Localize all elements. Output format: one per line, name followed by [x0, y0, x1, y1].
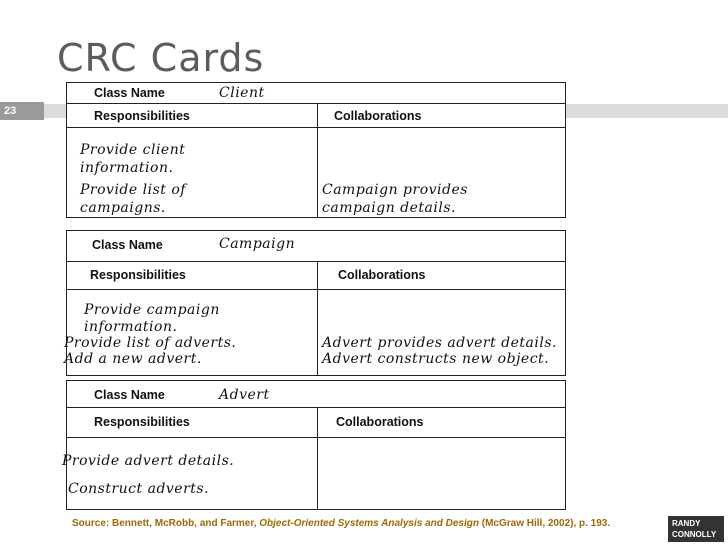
collaboration-text: campaign details.: [322, 200, 456, 216]
class-name-value: Client: [219, 85, 265, 101]
responsibility-text: Construct adverts.: [68, 481, 210, 497]
collaborations-label: Collaborations: [338, 268, 426, 282]
collaborations-label: Collaborations: [336, 415, 424, 429]
source-prefix: Source: Bennett, McRobb, and Farmer,: [72, 518, 260, 529]
class-name-value: Advert: [219, 387, 270, 403]
responsibility-text: information.: [80, 160, 174, 176]
class-name-label: Class Name: [94, 388, 165, 402]
responsibility-text: information.: [84, 319, 178, 335]
collaboration-text: Advert provides advert details.: [322, 335, 557, 351]
source-book-title: Object-Oriented Systems Analysis and Design: [259, 518, 479, 529]
responsibilities-label: Responsibilities: [90, 268, 186, 282]
source-citation: [72, 518, 610, 529]
class-name-label: Class Name: [94, 86, 165, 100]
class-name-value: Campaign: [219, 236, 296, 252]
responsibility-text: Provide advert details.: [62, 453, 235, 469]
responsibility-text: Add a new advert.: [64, 351, 202, 367]
responsibilities-label: Responsibilities: [94, 415, 190, 429]
logo-line-2: CONNOLLY: [672, 530, 717, 539]
slide-number: 23: [0, 102, 44, 120]
collaboration-text: Campaign provides: [322, 182, 468, 198]
collaborations-label: Collaborations: [334, 109, 422, 123]
source-suffix: (McGraw Hill, 2002), p. 193.: [478, 518, 611, 529]
slide-title: CRC Cards: [57, 36, 265, 80]
class-name-label: Class Name: [92, 238, 163, 252]
author-logo: [668, 516, 724, 542]
responsibility-text: Provide campaign: [84, 302, 220, 318]
logo-line-1: RANDY: [672, 519, 701, 528]
responsibility-text: Provide client: [80, 142, 186, 158]
responsibility-text: campaigns.: [80, 200, 166, 216]
responsibility-text: Provide list of: [80, 182, 186, 198]
responsibility-text: Provide list of adverts.: [64, 335, 237, 351]
collaboration-text: Advert constructs new object.: [322, 351, 550, 367]
responsibilities-label: Responsibilities: [94, 109, 190, 123]
